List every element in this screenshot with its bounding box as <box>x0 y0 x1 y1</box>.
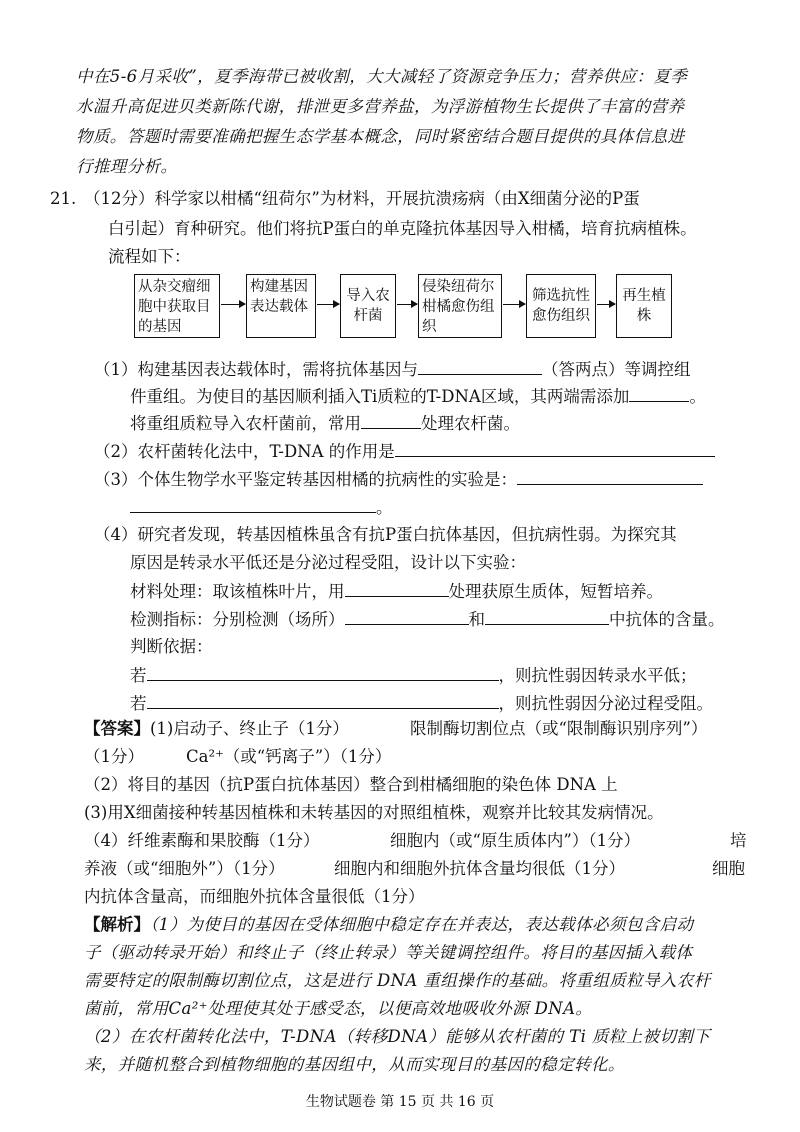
q3-line-2 <box>130 496 393 519</box>
answer-line-1-b: 限制酶切割位点（或“限制酶识别序列”） <box>410 719 708 738</box>
q1-line-1 <box>94 358 691 381</box>
answer-line-6-b: 细胞内和细胞外抗体含量均很低（1分） <box>334 859 625 878</box>
analysis-label: 【解析】 <box>84 915 150 934</box>
q4-line-2: 原因是转录水平低还是分泌过程受阻，设计以下实验： <box>130 553 526 572</box>
q2-blank-tdna-role[interactable] <box>395 440 715 457</box>
answer-line-5-b: 细胞内（或“原生质体内”）（1分） <box>390 831 641 850</box>
flow-arrow-2 <box>317 304 339 305</box>
q4-line-6-prefix: 若 <box>130 666 147 685</box>
q1-line-1-suffix: （答两点）等调控组 <box>542 360 691 379</box>
intro-line-3: 物质。答题时需要准确把握生态学基本概念，同时紧密结合题目提供的具体信息进 <box>76 127 685 146</box>
q4-line-4 <box>130 608 725 631</box>
q4-blank-location-1[interactable] <box>345 608 469 625</box>
q1-line-2-suffix: 。 <box>689 387 706 406</box>
answer-line-2-b: Ca²⁺（或“钙离子”）（1分） <box>186 747 392 766</box>
analysis-line-1-text: （1）为使目的基因在受体细胞中稳定存在并表达，表达载体必须包含启动 <box>150 915 694 934</box>
q4-line-7 <box>130 692 713 715</box>
flow-arrow-1 <box>221 304 245 305</box>
q2-text: （2）农杆菌转化法中，T-DNA 的作用是 <box>94 442 395 461</box>
answer-line-5-a: （4）纤维素酶和果胶酶（1分） <box>84 831 320 850</box>
page-footer: 生物试题卷 第 15 页 共 16 页 <box>305 1094 495 1110</box>
q4-line-3-prefix: 材料处理：取该植株叶片，用 <box>130 582 345 601</box>
q1-blank-treatment[interactable] <box>361 412 421 429</box>
flow-step-2: 构建基因表达载体 <box>246 274 316 338</box>
q3-blank-experiment-b[interactable] <box>130 496 376 513</box>
q4-line-3-suffix: 处理获原生质体，短暂培养。 <box>448 582 663 601</box>
q4-line-4-and: 和 <box>468 610 485 629</box>
analysis-line-6: 来，并随机整合到植物细胞的基因组中，从而实现目的基因的稳定转化。 <box>84 1055 625 1074</box>
flow-step-4: 侵染纽荷尔柑橘愈伤组织 <box>418 274 502 338</box>
answer-line-3: （2）将目的基因（抗P蛋白抗体基因）整合到柑橘细胞的染色体 DNA 上 <box>84 775 618 794</box>
intro-line-1: 中在5-6月采收”，夏季海带已被收割，大大减轻了资源竞争压力；营养供应：夏季 <box>76 67 688 86</box>
question-stem-line-1: （12分）科学家以柑橘“纽荷尔”为材料，开展抗溃疡病（由X细菌分泌的P蛋 <box>84 189 640 208</box>
intro-line-2: 水温升高促进贝类新陈代谢，排泄更多营养盐，为浮游植物生长提供了丰富的营养 <box>76 97 685 116</box>
q1-line-1-prefix: （1）构建基因表达载体时，需将抗体基因与 <box>94 360 418 379</box>
analysis-line-3: 需要特定的限制酶切割位点，这是进行 DNA 重组操作的基础。将重组质粒导入农杆 <box>84 971 711 990</box>
q3-end: 。 <box>376 498 393 517</box>
answer-line-6-c: 细胞 <box>712 859 745 878</box>
flow-arrow-4 <box>503 304 525 305</box>
analysis-line-1 <box>84 914 693 936</box>
flow-step-3: 导入农杆菌 <box>340 274 396 338</box>
intro-line-4: 行推理分析。 <box>76 157 178 176</box>
q1-line-3 <box>130 412 520 435</box>
analysis-line-2: 子（驱动转录开始）和终止子（终止转录）等关键调控组件。将目的基因插入载体 <box>84 943 693 962</box>
question-stem-line-2: 白引起）育种研究。他们将抗P蛋白的单克隆抗体基因导入柑橘，培育抗病植株。 <box>108 219 697 238</box>
q4-blank-condition-1[interactable] <box>147 664 499 681</box>
flow-step-6: 再生植株 <box>616 274 672 338</box>
answer-line-5-c: 培 <box>730 831 747 850</box>
q4-line-7-suffix: ，则抗性弱因分泌过程受阻。 <box>498 694 713 713</box>
flow-arrow-5 <box>597 304 615 305</box>
q3-line <box>94 468 703 491</box>
q4-line-5: 判断依据： <box>130 637 213 656</box>
question-stem-line-3: 流程如下： <box>108 247 191 266</box>
flow-arrow-3 <box>397 304 417 305</box>
q4-line-6-suffix: ，则抗性弱因转录水平低； <box>498 666 697 685</box>
process-flowchart <box>134 274 674 346</box>
q3-blank-experiment-a[interactable] <box>517 468 703 485</box>
answer-line-7: 内抗体含量高，而细胞外抗体含量很低（1分） <box>84 887 425 906</box>
q2-line <box>94 440 715 463</box>
q4-line-6 <box>130 664 697 687</box>
analysis-line-5: （2）在农杆菌转化法中，T-DNA（转移DNA）能够从农杆菌的 Ti 质粒上被切割下 <box>84 1027 711 1046</box>
q4-line-4-prefix: 检测指标：分别检测（场所） <box>130 610 345 629</box>
q4-blank-location-2[interactable] <box>485 608 609 625</box>
q4-blank-condition-2[interactable] <box>147 692 499 709</box>
q4-blank-enzyme[interactable] <box>345 580 449 597</box>
q4-line-7-prefix: 若 <box>130 694 147 713</box>
q1-line-3-suffix: 处理农杆菌。 <box>421 414 520 433</box>
q1-blank-regulatory-elements[interactable] <box>418 358 542 375</box>
q1-line-3-prefix: 将重组质粒导入农杆菌前，常用 <box>130 414 361 433</box>
answer-label: 【答案】 <box>84 719 150 738</box>
q1-blank-ends[interactable] <box>629 385 689 402</box>
analysis-line-4: 菌前，常用Ca²⁺处理使其处于感受态，以便高效地吸收外源 DNA。 <box>84 999 593 1018</box>
q4-line-4-suffix: 中抗体的含量。 <box>609 610 725 629</box>
q3-text: （3）个体生物学水平鉴定转基因柑橘的抗病性的实验是： <box>94 470 517 489</box>
flow-step-1: 从杂交瘤细胞中获取目的基因 <box>134 274 220 338</box>
q4-line-1: （4）研究者发现，转基因植株虽含有抗P蛋白抗体基因，但抗病性弱。为探究其 <box>94 525 677 544</box>
q4-line-3 <box>130 580 663 603</box>
answer-line-2-a: （1分） <box>84 747 144 766</box>
question-number: 21. <box>50 189 77 208</box>
answer-line-1-a: (1)启动子、终止子（1分） <box>150 719 349 738</box>
flow-step-5: 筛选抗性愈伤组织 <box>526 274 596 338</box>
answer-line-6-a: 养液（或“细胞外”）（1分） <box>84 859 285 878</box>
q1-line-2 <box>130 385 706 408</box>
q1-line-2-prefix: 件重组。为使目的基因顺利插入Ti质粒的T-DNA区域，其两端需添加 <box>130 387 630 406</box>
answer-line-1 <box>84 718 349 740</box>
answer-line-4: (3)用X细菌接种转基因植株和未转基因的对照组植株，观察并比较其发病情况。 <box>84 803 664 822</box>
